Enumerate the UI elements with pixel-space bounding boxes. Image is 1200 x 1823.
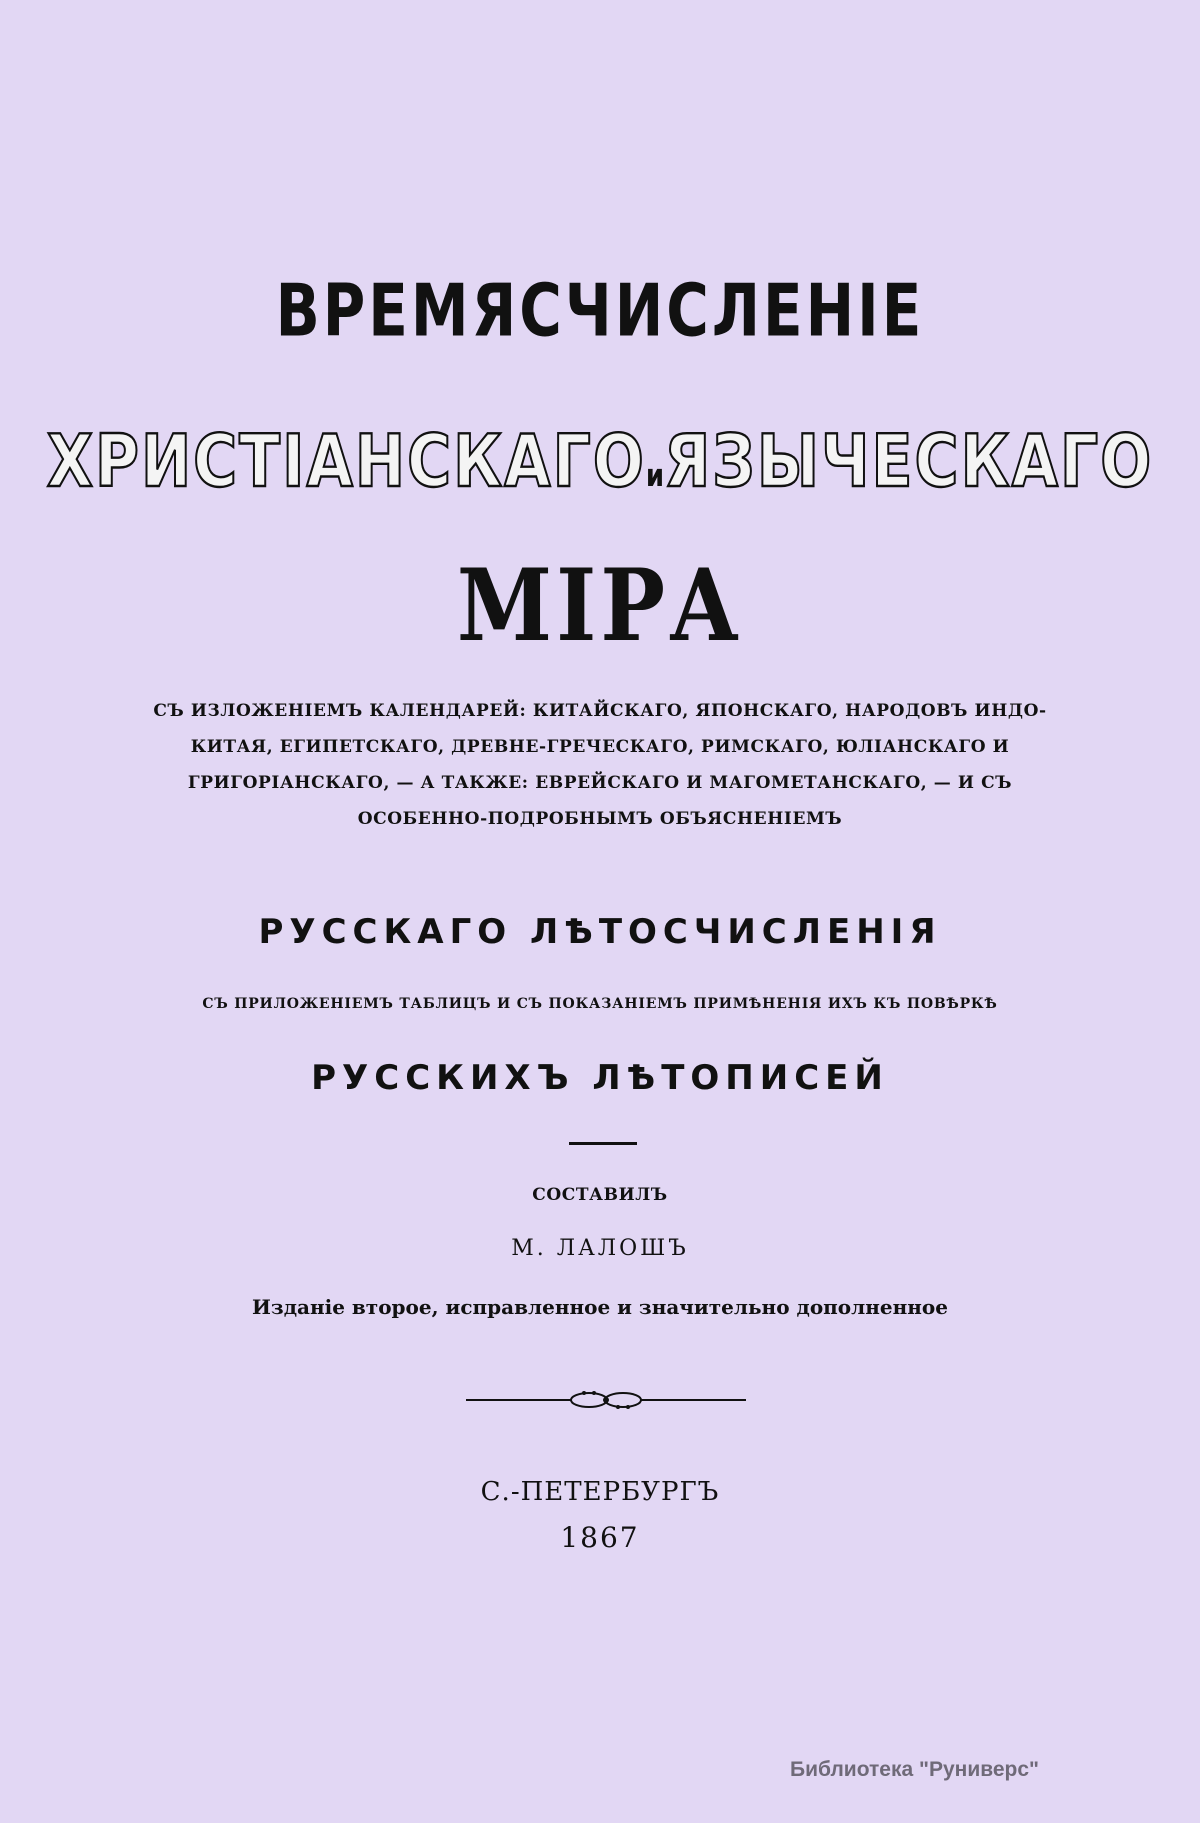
author-name: М. ЛАЛОШЪ	[511, 1236, 689, 1261]
subtitle-line-1: СЪ ИЗЛОЖЕНІЕМЪ КАЛЕНДАРЕЙ: КИТАЙСКАГО, ЯПОНСКАГО, НАРОДОВЪ ИНДО-	[153, 701, 1047, 721]
title-line-2	[0, 420, 1200, 504]
appendix-line: СЪ ПРИЛОЖЕНІЕМЪ ТАБЛИЦЪ И СЪ ПОКАЗАНІЕМЪ ПРИМѢНЕНІЯ ИХЪ КЪ ПОВѢРКѢ	[202, 996, 998, 1012]
title-conjunction: и	[645, 458, 665, 495]
imprint-year: 1867	[560, 1521, 640, 1554]
compiled-by-label: СОСТАВИЛЪ	[532, 1185, 668, 1205]
heading-russian-chronicles: РУССКИХЪ ЛѢТОПИСЕЙ	[311, 1058, 889, 1098]
ornament-divider-icon	[466, 1385, 746, 1415]
divider-rule	[569, 1142, 637, 1145]
library-watermark: Библиотека "Руниверс"	[790, 1758, 1040, 1781]
heading-russian-chronology: РУССКАГО ЛѢТОСЧИСЛЕНІЯ	[258, 912, 942, 952]
title-line-2-part-2: ЯЗЫЧЕСКАГО	[664, 420, 1154, 504]
subtitle-line-2: КИТАЯ, ЕГИПЕТСКАГО, ДРЕВНЕ-ГРЕЧЕСКАГО, РИМСКАГО, ЮЛІАНСКАГО И	[190, 737, 1010, 757]
title-line-3: МІРА	[456, 548, 744, 665]
subtitle-line-4: ОСОБЕННО-ПОДРОБНЫМЪ ОБЪЯСНЕНІЕМЪ	[357, 809, 843, 829]
imprint-city: С.-ПЕТЕРБУРГЪ	[480, 1477, 720, 1507]
title-line-1: ВРЕМЯСЧИСЛЕНІЕ	[275, 268, 925, 353]
title-line-2-part-1: ХРИСТІАНСКАГО	[46, 420, 646, 504]
edition-note: Изданіе второе, исправленное и значительно дополненное	[252, 1295, 948, 1319]
subtitle-line-3: ГРИГОРІАНСКАГО, — А ТАКЖЕ: ЕВРЕЙСКАГО И МАГОМЕТАНСКАГО, — И СЪ	[187, 773, 1013, 793]
